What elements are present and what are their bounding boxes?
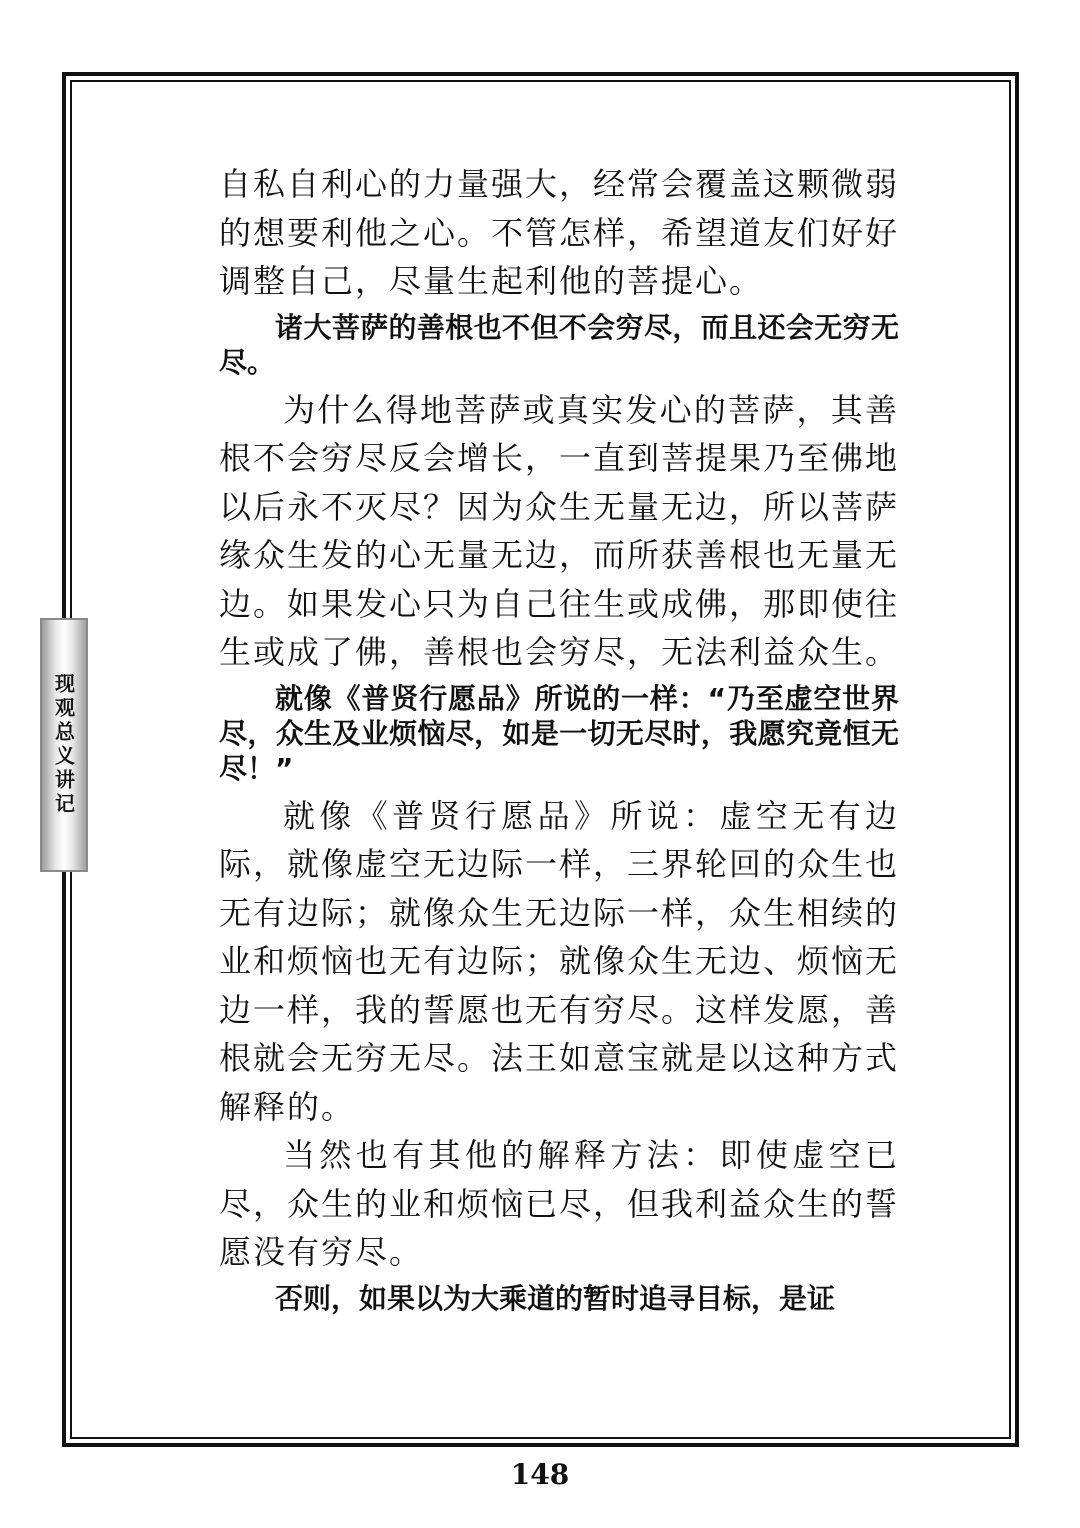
side-tab [40,618,88,872]
paragraph-5: 就像《普贤行愿品》所说：虚空无有边际，就像虚空无边际一样，三界轮回的众生也无有边际；就像众生无边际一样，众生相续的业和烦恼也无有边际；就像众生无边、烦恼无边一样，我的誓愿也无有穷尽。这样发愿，善根就会无穷无尽。法王如意宝就是以这种方式解释的。 [219,796,900,1126]
paragraph-1: 自私自利心的力量强大，经常会覆盖这颗微弱的想要利他之心。不管怎样，希望道友们好好调整自己，尽量生起利他的菩提心。 [219,165,900,300]
side-tab-title: 现观总义讲记 [51,673,76,817]
paragraph-4-bold-quote: 就像《普贤行愿品》所说的一样：“乃至虚空世界尽，众生及业烦恼尽，如是一切无尽时，我愿究竟恒无尽！” [219,681,899,785]
page-number: 148 [510,1458,570,1491]
body-text [219,160,899,1322]
paragraph-3: 为什么得地菩萨或真实发心的菩萨，其善根不会穷尽反会增长，一直到菩提果乃至佛地以后永不灭尽？因为众生无量无边，所以菩萨缘众生发的心无量无边，而所获善根也无量无边。如果发心只为自己往生或成佛，那即使往生或成了佛，善根也会穷尽，无法利益众生。 [219,390,900,671]
paragraph-7-bold: 否则，如果以为大乘道的暂时追寻目标，是证 [275,1281,836,1315]
paragraph-2-bold: 诸大菩萨的善根也不但不会穷尽，而且还会无穷无尽。 [219,310,899,379]
paragraph-6: 当然也有其他的解释方法：即使虚空已尽，众生的业和烦恼已尽，但我利益众生的誓愿没有穷尽。 [219,1136,900,1271]
